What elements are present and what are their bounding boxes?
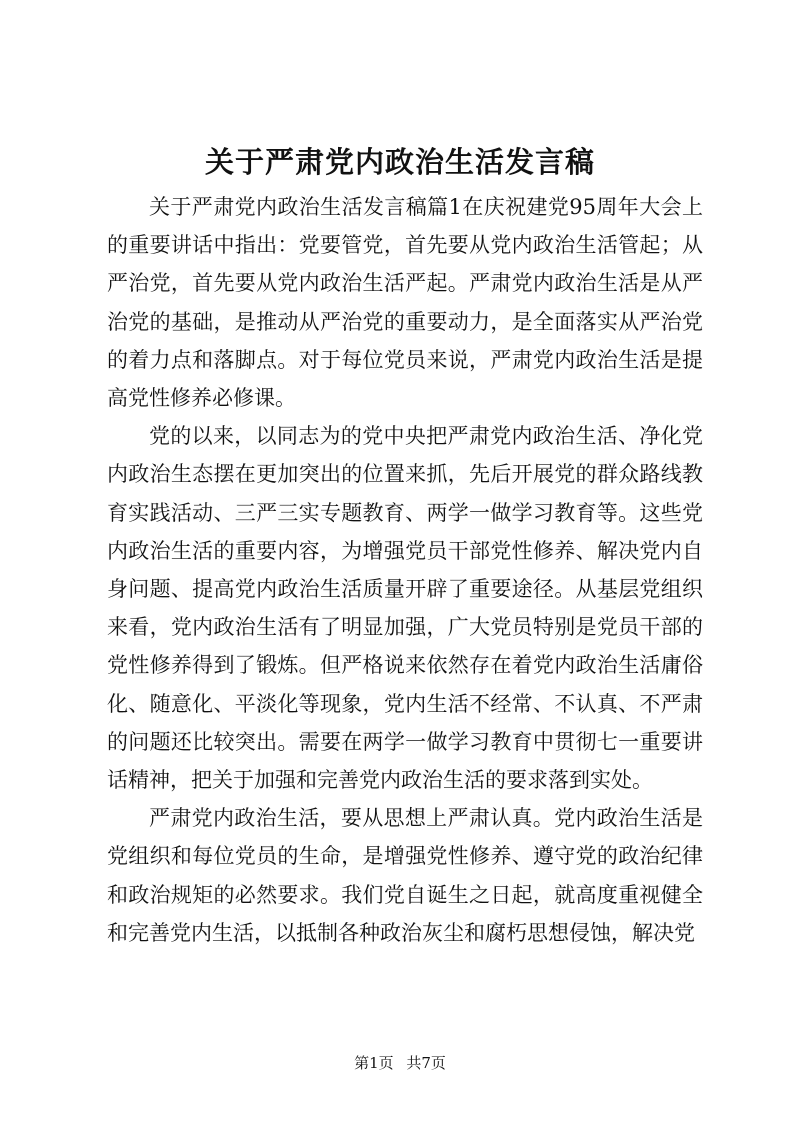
page-number: 第1页 bbox=[354, 1054, 394, 1072]
paragraph-1: 关于严肃党内政治生活发言稿篇1在庆祝建党95周年大会上的重要讲话中指出：党要管党，首先要从党内政治生活管起；从严治党，首先要从党内政治生活严起。严肃党内政治生活是从严治党的基础，是推动从严治党的重要动力，是全面落实从严治党的着力点和落脚点。对于每位党员来说，严肃党内政治生活是提高党性修养必修课。 bbox=[107, 195, 703, 411]
document-title: 关于严肃党内政治生活发言稿 bbox=[204, 145, 595, 179]
page-footer bbox=[0, 1053, 800, 1073]
paragraph-3: 严肃党内政治生活，要从思想上严肃认真。党内政治生活是党组织和每位党员的生命，是增强党性修养、遵守党的政治纪律和政治规矩的必然要求。我们党自诞生之日起，就高度重视健全和完善党内生活，以抵制各种政治灰尘和腐朽思想侵蚀，解决党 bbox=[107, 806, 703, 945]
paragraph-2: 党的以来，以同志为的党中央把严肃党内政治生活、净化党内政治生态摆在更加突出的位置来抓，先后开展党的群众路线教育实践活动、三严三实专题教育、两学一做学习教育等。这些党内政治生活的重要内容，为增强党员干部党性修养、解决党内自身问题、提高党内政治生活质量开辟了重要途径。从基层党组织来看，党内政治生活有了明显加强，广大党员特别是党员干部的党性修养得到了锻炼。但严格说来依然存在着党内政治生活庸俗化、随意化、平淡化等现象，党内生活不经常、不认真、不严肃的问题还比较突出。需要在两学一做学习教育中贯彻七一重要讲话精神，把关于加强和完善党内政治生活的要求落到实处。 bbox=[107, 424, 703, 793]
document-body bbox=[107, 188, 703, 952]
page-total: 共7页 bbox=[406, 1054, 446, 1072]
